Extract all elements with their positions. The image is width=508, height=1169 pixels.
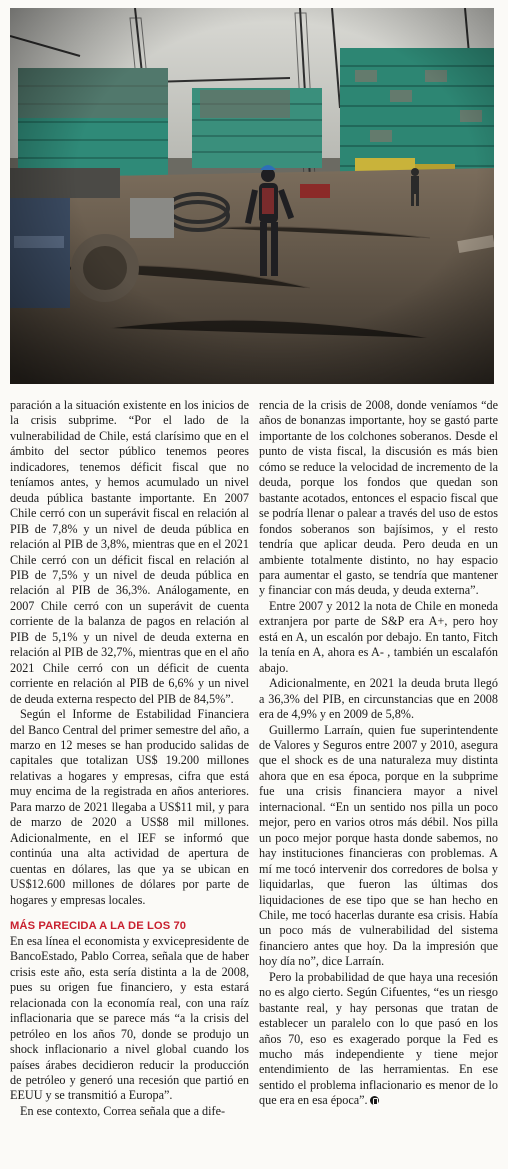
article-paragraph-final	[259, 970, 498, 1109]
article-paragraph: rencia de la crisis de 2008, donde veníamos “de años de bonanzas importante, hoy se gastó parte importante de los colchones soberanos. Desde el punto de vista fiscal, la discusión es más bien cómo se reduce la velocidad de incremento de la deuda, porque los fondos que quedan son bastante acotados, entonces el espacio fiscal que se podría llenar o palear a través del uso de estos fondos soberanos son bajísimos, y el resto tendría que aplicar deuda. Pero deuda en un ambiente totalmente distinto, no hay espacio para aumentar el gasto, se tendría que mantener y financiar con más deuda, y deuda externa”.	[259, 398, 498, 598]
section-subheading: MÁS PARECIDA A LA DE LOS 70	[10, 919, 187, 932]
article-paragraph: paración a la situación existente en los inicios de la crisis subprime. “Por el lado de la vulnerabilidad de Chile, está clarísimo que en el ámbito del sector público tenemos peores indicadores, tenemos déficit fiscal que no teníamos antes, y hemos acumulado un nivel deuda pública bastante importante. En 2007 Chile cerró con un superávit fiscal en relación al PIB de 7,8% y un nivel de deuda pública en relación al PIB de 3,8%, mientras que en el 2021 Chile cerró con un déficit fiscal en relación al PIB de 7,5% y un nivel de deuda pública en relación al PIB de 36,3%. Análogamente, en 2007 Chile cerró con un superávit de cuenta corriente de la balanza de pagos en relación al PIB de 5,1% y un nivel de deuda externa en relación al PIB de 32,7%, mientras que en el año 2021 Chile cerró con un déficit de cuenta corriente en relación al PIB de 6,6% y un nivel de deuda externa respecto del PIB de 84,5%”.	[10, 398, 249, 706]
article-paragraph: Adicionalmente, en 2021 la deuda bruta llegó a 36,3% del PIB, en circunstancias que en 2008 era de 4,9% y en 2009 de 5,8%.	[259, 676, 498, 722]
article-paragraph: Entre 2007 y 2012 la nota de Chile en moneda extranjera por parte de S&P era A+, pero hoy está en A, un escalón por debajo. En tanto, Fitch la tenía en A, ahora es A- , también un escalafón abajo.	[259, 598, 498, 675]
article-column-right	[259, 398, 498, 1109]
article-paragraph: Según el Informe de Estabilidad Financiera del Banco Central del primer semestre del año, a marzo en 12 meses se han producido salidas de capitales que totalizan US$ 19.200 millones relativas a hogares y empresas, cifra que está muy encima de la registrada en años anteriores. Para marzo de 2021 llegaba a US$11 mil, y para de marzo de 2020 a US$8 mil millones. Adicionalmente, en el IEF se informó que continúa una alta actividad de apertura de cuentas en dólares, las que ya se ubican en US$12.600 millones de dólares por parte de hogares y empresas locales.	[10, 707, 249, 907]
construction-site-photo	[10, 8, 494, 384]
article-paragraph-text: Pero la probabilidad de que haya una recesión no es algo cierto. Según Cifuentes, “es un riesgo bastante real, y hay personas que tratan de establecer un paralelo con lo que pasó en los años 70, eso es exagerado porque la Fed es mucho más independiente y tiene mejor entendimiento de las herramientas. En ese sentido el problema inflacionario es menor de lo que era en esa época”.	[259, 969, 498, 1108]
article-paragraph: Guillermo Larraín, quien fue superintendente de Valores y Seguros entre 2007 y 2010, asegura que el shock es de una naturaleza muy distinta ahora que en esa época, porque en la subprime fue una crisis financiera mayor a nivel internacional. “En un sentido nos pilla un poco mejor, pero en varios otros más débil. Nos pilla un poco mejor porque hasta donde sabemos, no hay instituciones financieras con problemas. A mí me tocó intervenir dos corredores de bolsa y liquidarlas, que fueron las últimas dos liquidaciones de ese tipo que se han hecho en Chile, me tocó hacerlas durante esa crisis. Había un poco más de vulnerabilidad del sistema financiero antes que hoy. Da la impresión que hoy día no”, dice Larraín.	[259, 722, 498, 969]
end-of-article-icon	[370, 1096, 379, 1105]
article-column-left	[10, 398, 249, 1119]
article-paragraph: En esa línea el economista y exvicepresidente de BancoEstado, Pablo Correa, señala que de haber crisis este año, esta sería distinta a la de 2008, pues su origen fue financiero, y esta estará relacionada con la economía real, con una raíz inflacionaria que se parece más “a la crisis del petróleo en los años 70, donde se produjo un shock inflacionario a nivel global cuando los países árabes decidieron reducir la producción de petróleo y generó una recesión que partió en EEUU y se transmitió a Europa”.	[10, 933, 249, 1103]
article-paragraph: En ese contexto, Correa señala que a dife-	[20, 1103, 226, 1118]
